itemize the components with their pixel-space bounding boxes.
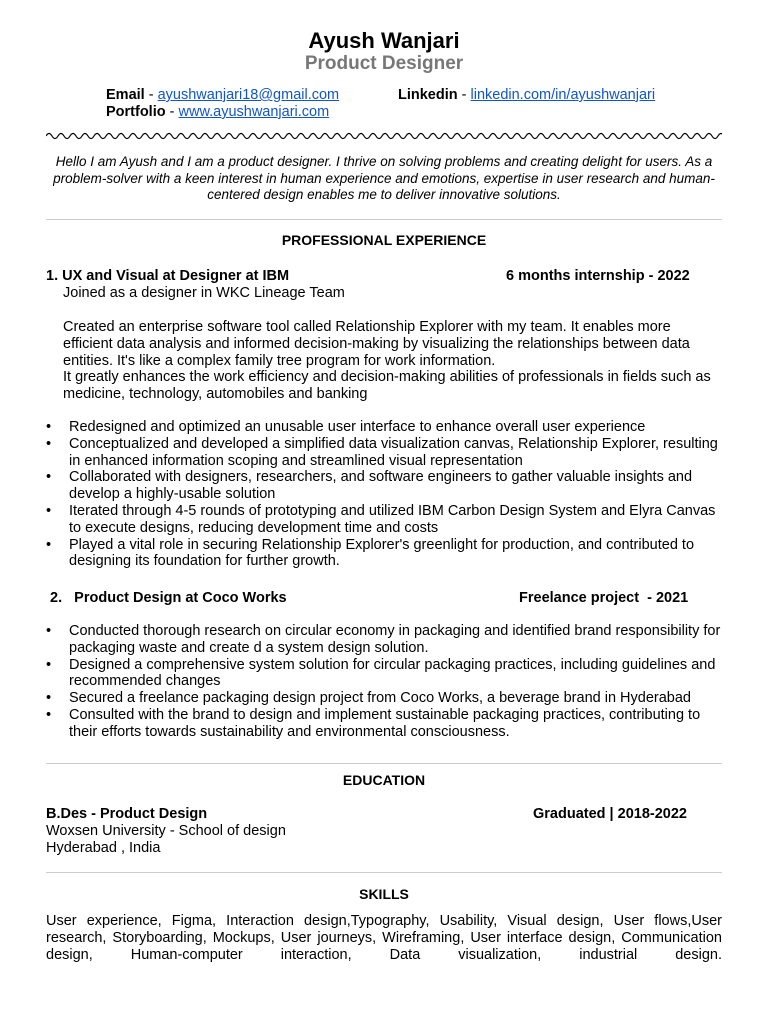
- graduation-year: Graduated | 2018-2022: [533, 806, 687, 822]
- job2-title: 2. Product Design at Coco Works: [50, 590, 287, 606]
- intro-summary: Hello I am Ayush and I am a product designer. I thrive on solving problems and creating delight for users. As a problem-solver with a keen interest in human experience and emotions, expertise in user research and human-centered design enables me to deliver innovative solutions.: [53, 154, 715, 202]
- linkedin-label: Linkedin: [398, 87, 458, 103]
- list-item: • Played a vital role in securing Relationship Explorer's greenlight for production, and contributed to designing its foundation for further growth.: [46, 537, 722, 571]
- job1-description-2: It greatly enhances the work efficiency and decision-making abilities of professionals in fields such as medicine, technology, automobiles and banking: [63, 369, 711, 402]
- wavy-divider: [46, 130, 722, 142]
- candidate-title: Product Designer: [304, 53, 464, 74]
- linkedin-link-tail[interactable]: [655, 87, 681, 99]
- section-divider: [46, 219, 722, 220]
- job1-bullets: [46, 419, 722, 570]
- job1-title: 1. UX and Visual at Designer at IBM: [46, 268, 290, 284]
- skills-list: User experience, Figma, Interaction design,Typography, Usability, Visual design, User flows,User research, Storyboarding, Mockups, User journeys, Wireframing, User interface design, Communication design, Human-computer interaction, Data visualization, industrial design.: [46, 913, 722, 963]
- list-item: • Designed a comprehensive system solution for circular packaging practices, including guidelines and recommended changes: [46, 657, 722, 691]
- job1-duration: 6 months internship - 2022: [506, 268, 690, 284]
- section-divider: [46, 763, 722, 764]
- portfolio-label: Portfolio: [106, 104, 166, 120]
- list-item: • Conducted thorough research on circular economy in packaging and identified brand responsibility for packaging waste and create d a system design solution.: [46, 623, 722, 657]
- job1-subtitle: Joined as a designer in WKC Lineage Team: [63, 285, 345, 301]
- list-item: • Secured a freelance packaging design project from Coco Works, a beverage brand in Hyderabad: [46, 690, 722, 707]
- portfolio-line: Portfolio - www.ayushwanjari.com: [106, 104, 330, 120]
- list-item: • Consulted with the brand to design and implement sustainable packaging practices, contributing to their efforts towards sustainability and environmental consciousness.: [46, 707, 722, 741]
- email-link[interactable]: ayushwanjari18@gmail.com: [157, 87, 340, 103]
- list-item: • Collaborated with designers, researchers, and software engineers to gather valuable insights and develop a highly-usable solution: [46, 469, 722, 503]
- education-heading: EDUCATION: [342, 772, 426, 788]
- school-location: Hyderabad , India: [46, 840, 161, 856]
- experience-heading: PROFESSIONAL EXPERIENCE: [281, 232, 487, 248]
- email-label: Email: [106, 87, 145, 103]
- portfolio-link[interactable]: www.ayushwanjari.com: [178, 104, 330, 120]
- job2-bullets: [46, 623, 722, 741]
- job1-description-1: Created an enterprise software tool called Relationship Explorer with my team. It enables more efficient data analysis and informed decision-making by visualizing the relationships between data entities. It's like a complex family tree program for work information.: [63, 319, 690, 369]
- section-divider: [46, 872, 722, 873]
- list-item: • Conceptualized and developed a simplified data visualization canvas, Relationship Explorer, resulting in enhanced information scoping and streamlined visual representation: [46, 436, 722, 470]
- skills-heading: SKILLS: [359, 886, 409, 902]
- candidate-name: Ayush Wanjari: [308, 28, 460, 53]
- linkedin-line: Linkedin - linkedin.com/in/ayushwanjari: [398, 87, 681, 103]
- school-name: Woxsen University - School of design: [46, 823, 286, 839]
- linkedin-link[interactable]: linkedin.com/in/ayushwanjari: [470, 87, 656, 103]
- job2-duration: Freelance project - 2021: [519, 590, 689, 606]
- degree: B.Des - Product Design: [46, 806, 208, 822]
- list-item: • Iterated through 4-5 rounds of prototyping and utilized IBM Carbon Design System and Elyra Canvas to execute designs, reducing development time and costs: [46, 503, 722, 537]
- list-item: • Redesigned and optimized an unusable user interface to enhance overall user experience: [46, 419, 722, 436]
- email-line: Email - ayushwanjari18@gmail.com: [106, 87, 340, 103]
